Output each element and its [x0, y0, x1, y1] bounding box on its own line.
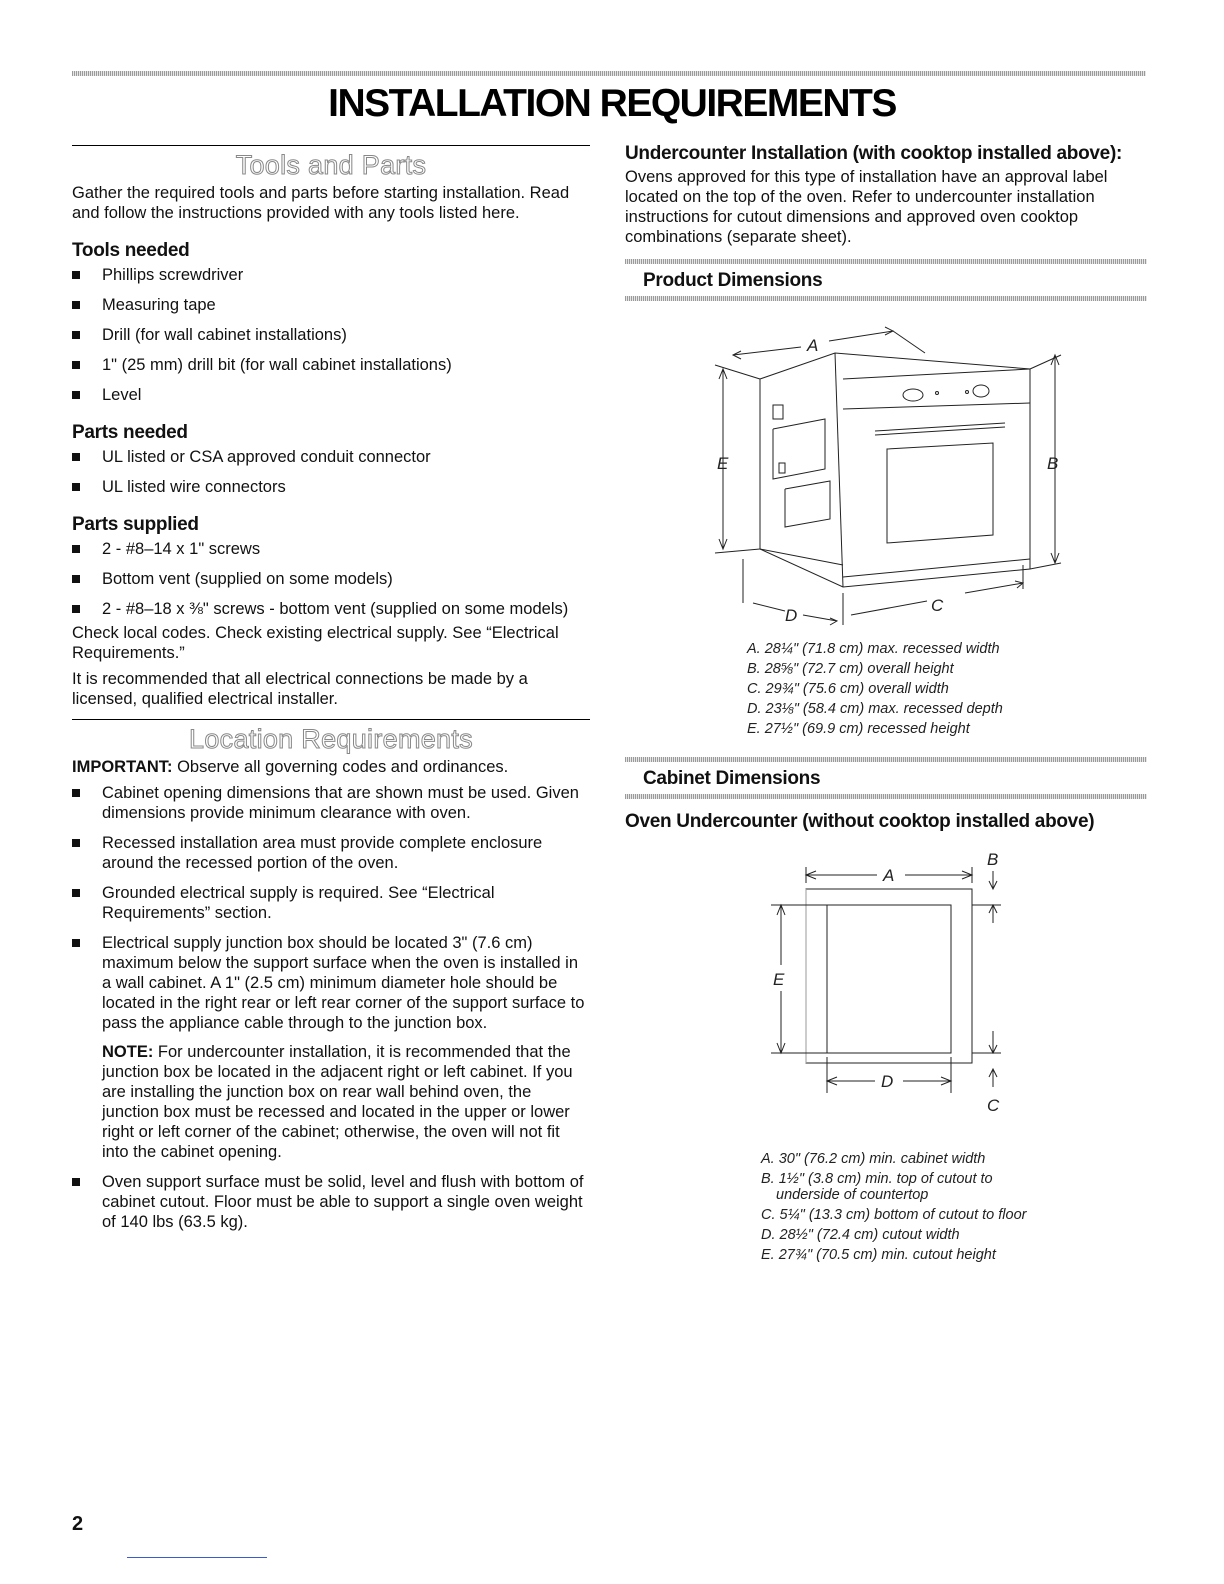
oven-diagram: [625, 309, 1147, 639]
cab-label-e: E: [773, 970, 785, 989]
junction-box-text: Electrical supply junction box should be located 3" (7.6 cm) maximum below the support surface when the oven is installed in a wall cabinet. A 1" (2.5 cm) minimum diameter hole should be located in the right rear or left rear corner of the support surface to pass the appliance cable through to the junction box.: [102, 934, 585, 1032]
cab-label-a: A: [883, 866, 895, 885]
label-a: A: [807, 336, 819, 355]
check-codes-text: Check local codes. Check existing electrical supply. See “Electrical Requirements.”: [72, 624, 559, 662]
right-column: [625, 143, 1147, 1265]
band-rule: [625, 296, 1147, 301]
list-item: 2 - #8–14 x 1" screws: [72, 539, 590, 559]
parts-supplied-list: [72, 539, 590, 619]
undercounter-text: Ovens approved for this type of installation have an approval label located on the top of the oven. Refer to undercounter installation instructions for cutout dimensions and approved oven cooktop combinations (separate sheet).: [625, 168, 1108, 246]
note-text: [102, 1042, 590, 1162]
caption-e: E. 27½" (69.9 cm) recessed height: [747, 721, 970, 737]
label-b: B: [1047, 454, 1059, 473]
list-item: 1" (25 mm) drill bit (for wall cabinet installations): [72, 355, 590, 375]
list-item: Grounded electrical supply is required. See “Electrical Requirements” section.: [72, 883, 590, 923]
cabinet-captions: [761, 1149, 1147, 1265]
cabinet-diagram: [625, 843, 1147, 1143]
tools-needed-list: [72, 265, 590, 405]
important-label: IMPORTANT:: [72, 758, 173, 776]
cab-label-d: D: [881, 1072, 894, 1091]
note-body: For undercounter installation, it is recommended that the junction box be located in the adjacent right or left cabinet. If you are installing the junction box on rear wall behind oven, the junction box must be recessed and located in the upper or lower right or left corner of the cabinet; otherwise, the oven will not fit into the cabinet opening.: [102, 1043, 573, 1161]
product-captions: [747, 639, 1147, 739]
cab-caption-e: E. 27¾" (70.5 cm) min. cutout height: [761, 1247, 996, 1263]
footer-line: [127, 1557, 267, 1558]
parts-supplied-heading: Parts supplied: [72, 514, 199, 535]
list-item: Oven support surface must be solid, level and flush with bottom of cabinet cutout. Floor must be able to support a single oven weight of 140 lbs (63.5 kg).: [72, 1172, 590, 1232]
section-rule: [72, 719, 590, 720]
product-dimensions-heading: Product Dimensions: [643, 270, 823, 291]
section-rule: [72, 145, 590, 146]
label-c: C: [931, 596, 944, 615]
parts-needed-heading: Parts needed: [72, 422, 188, 443]
undercounter-heading: Undercounter Installation (with cooktop installed above):: [625, 143, 1122, 164]
cab-caption-a: A. 30" (76.2 cm) min. cabinet width: [761, 1151, 986, 1167]
list-item: [72, 933, 590, 1162]
list-item: UL listed wire connectors: [72, 477, 590, 497]
parts-needed-list: [72, 447, 590, 497]
location-list: [72, 783, 590, 1232]
page-title: INSTALLATION REQUIREMENTS: [328, 82, 896, 125]
caption-d: D. 23⅛" (58.4 cm) max. recessed depth: [747, 701, 1003, 717]
recommend-text: It is recommended that all electrical connections be made by a licensed, qualified electrical installer.: [72, 670, 528, 708]
list-item: Recessed installation area must provide complete enclosure around the recessed portion of the oven.: [72, 833, 590, 873]
list-item: Cabinet opening dimensions that are shown must be used. Given dimensions provide minimum clearance with oven.: [72, 783, 590, 823]
list-item: Level: [72, 385, 590, 405]
list-item: Bottom vent (supplied on some models): [72, 569, 590, 589]
caption-b: B. 28⅝" (72.7 cm) overall height: [747, 661, 954, 677]
left-column: [72, 145, 590, 1242]
oven-undercounter-heading: Oven Undercounter (without cooktop installed above): [625, 811, 1095, 832]
tools-parts-heading: Tools and Parts: [235, 150, 427, 180]
location-heading: Location Requirements: [189, 724, 473, 754]
list-item: Phillips screwdriver: [72, 265, 590, 285]
caption-a: A. 28¼" (71.8 cm) max. recessed width: [747, 641, 1000, 657]
page-number: 2: [72, 1513, 84, 1535]
cab-caption-b: B. 1½" (3.8 cm) min. top of cutout to: [761, 1171, 993, 1187]
cab-label-b: B: [987, 850, 999, 869]
cab-label-c: C: [987, 1096, 1000, 1115]
important-text: [72, 757, 590, 777]
label-d: D: [785, 606, 798, 625]
caption-c: C. 29¾" (75.6 cm) overall width: [747, 681, 949, 697]
cab-caption-d: D. 28½" (72.4 cm) cutout width: [761, 1227, 960, 1243]
list-item: Measuring tape: [72, 295, 590, 315]
band-rule: [625, 794, 1147, 799]
tools-intro: Gather the required tools and parts before starting installation. Read and follow the instructions provided with any tools listed here.: [72, 184, 570, 222]
note-label: NOTE:: [102, 1043, 154, 1061]
list-item: UL listed or CSA approved conduit connector: [72, 447, 590, 467]
list-item: Drill (for wall cabinet installations): [72, 325, 590, 345]
tools-needed-heading: Tools needed: [72, 240, 190, 261]
important-body: Observe all governing codes and ordinances.: [172, 758, 509, 776]
list-item: 2 - #8–18 x ⅜" screws - bottom vent (supplied on some models): [72, 599, 590, 619]
top-rule: [72, 71, 1146, 76]
cabinet-dimensions-heading: Cabinet Dimensions: [643, 768, 821, 789]
cab-caption-b2: underside of countertop: [776, 1187, 929, 1203]
cab-caption-c: C. 5¼" (13.3 cm) bottom of cutout to floor: [761, 1207, 1027, 1223]
label-e: E: [717, 454, 729, 473]
